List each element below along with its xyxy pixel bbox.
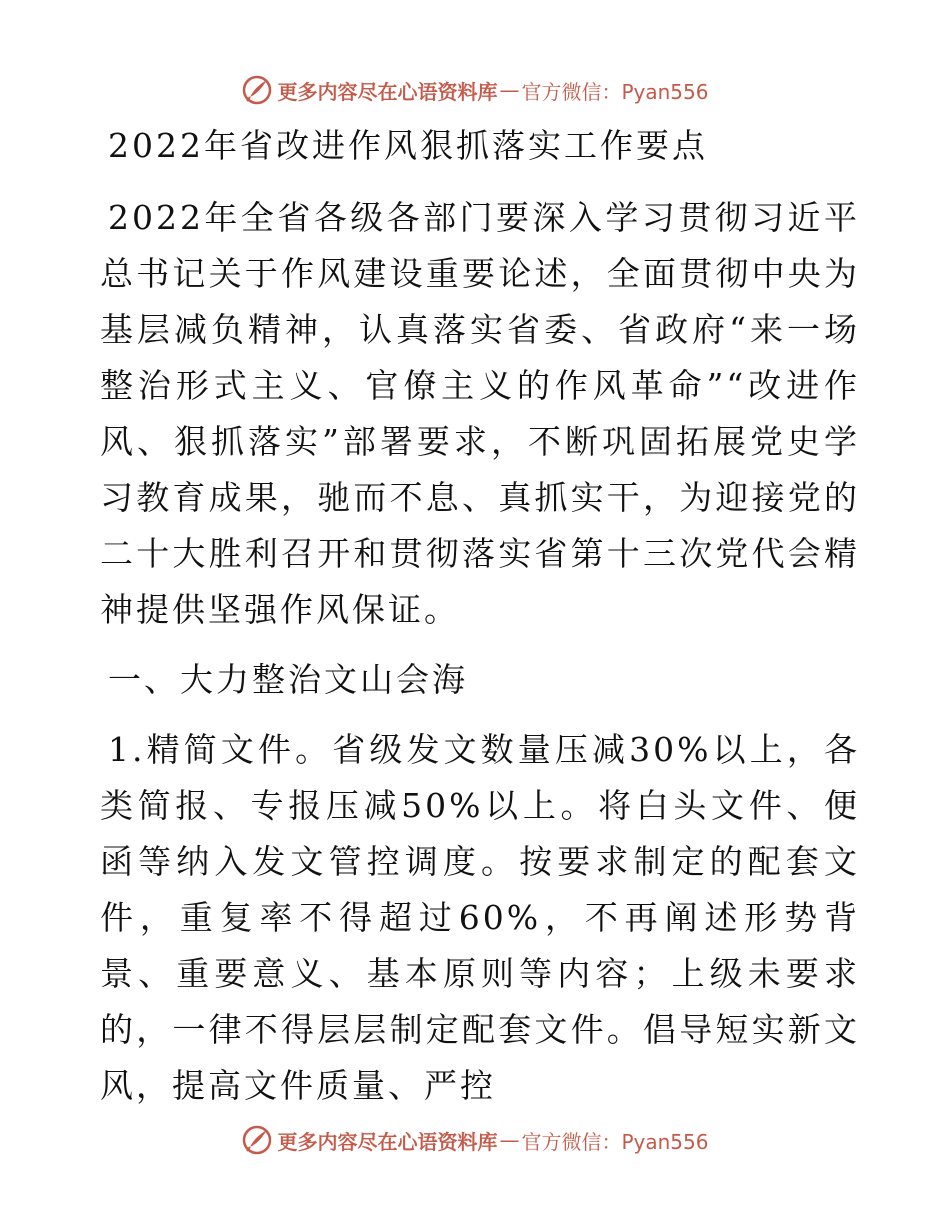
banner-title: 更多内容尽在心语资料库 [277,1129,498,1154]
document-body [100,118,860,1128]
banner-title: 更多内容尽在心语资料库 [277,79,498,104]
banner-contact: 官方微信：Pyan556 [521,79,709,104]
header-banner [0,70,950,110]
document-title: 2022年省改进作风狠抓落实工作要点 [108,126,708,165]
banner-separator: — [499,1128,520,1152]
section-heading: 一、大力整治文山会海 [108,660,468,699]
banner-contact: 官方微信：Pyan556 [521,1129,709,1154]
feather-quill-icon [241,1124,273,1156]
item-paragraph: 1.精简文件。省级发文数量压减30%以上，各类简报、专报压减50%以上。将白头文件、便函等纳入发文管控调度。按要求制定的配套文件，重复率不得超过60%，不再阐述形势背景、重要意义、基本原则等内容；上级未要求的，一律不得层层制定配套文件。倡导短实新文风，提高文件质量、严控 [100,730,860,1105]
feather-quill-icon [241,74,273,106]
banner-separator: — [499,78,520,102]
intro-paragraph: 2022年全省各级各部门要深入学习贯彻习近平总书记关于作风建设重要论述，全面贯彻中央为基层减负精神，认真落实省委、省政府“来一场整治形式主义、官僚主义的作风革命”“改进作风、狠抓落实”部署要求，不断巩固拓展党史学习教育成果，驰而不息、真抓实干，为迎接党的二十大胜利召开和贯彻落实省第十三次党代会精神提供坚强作风保证。 [100,198,860,629]
footer-banner [0,1120,950,1160]
